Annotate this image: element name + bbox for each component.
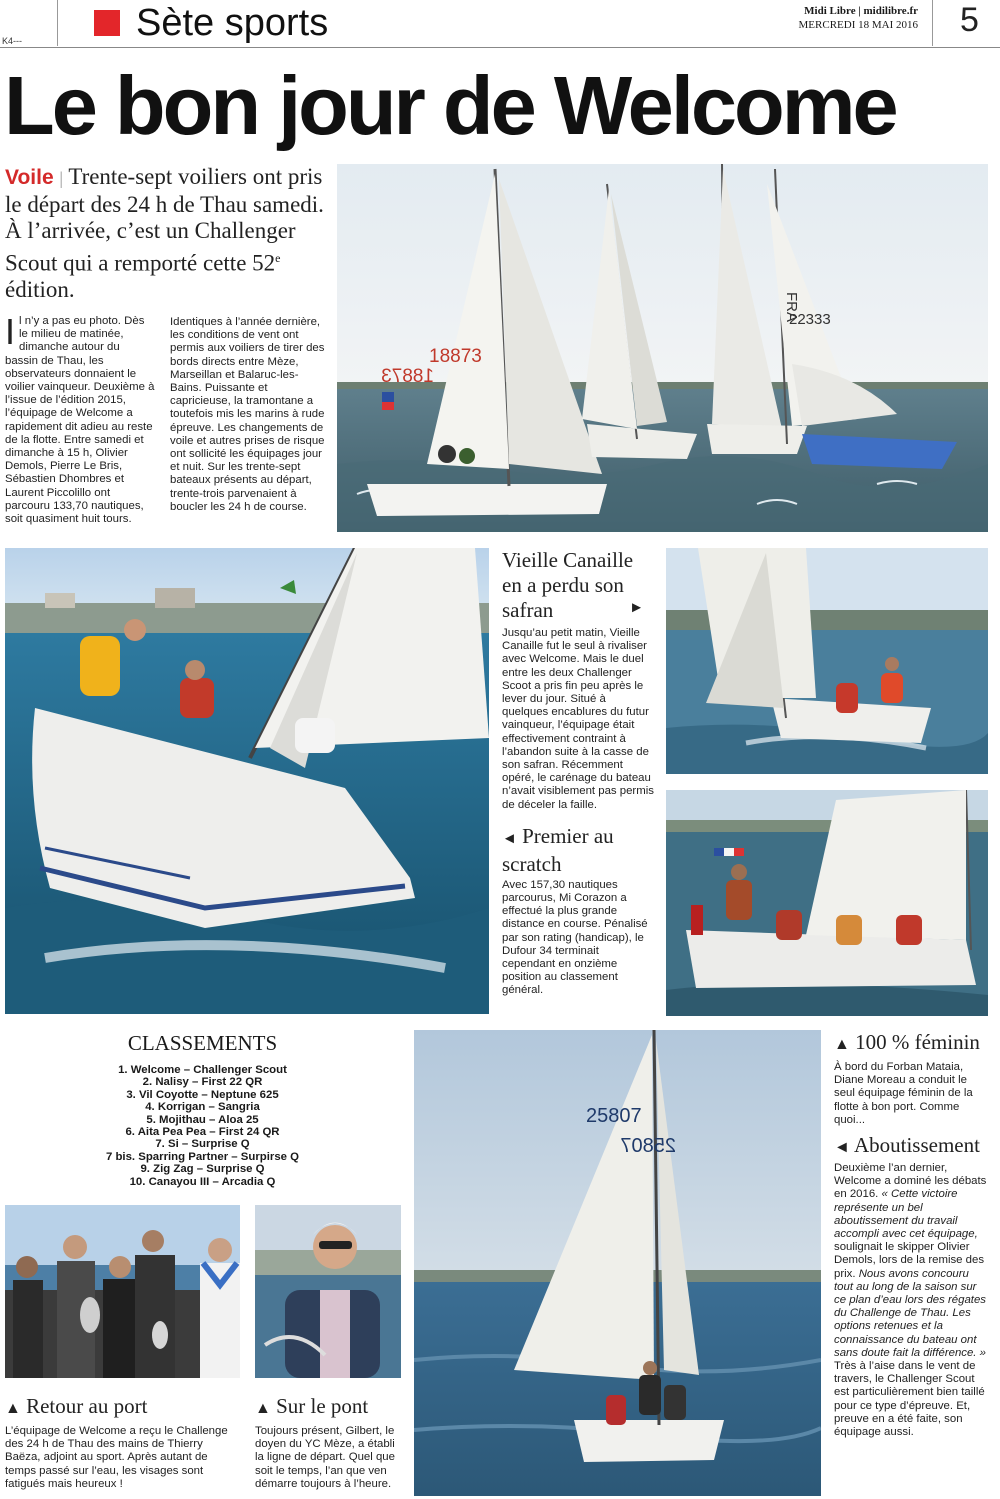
article-column-2	[170, 316, 325, 514]
arrow-left-icon: ◄	[502, 830, 517, 847]
aboutissement-intro: Deuxième l’an dernier, Welcome a dominé les débats en 2016.	[834, 1162, 987, 1201]
aboutissement-quote-2: Nous avons concouru tout au long de la saison sur ce plan d’eau lors des régates du Challenge de Thau. Les options retenues et la connaissance du bateau ont sans doute fait la différence. »	[834, 1267, 986, 1359]
ranking-item: 3. Vil Coyotte – Neptune 625	[126, 1088, 279, 1101]
vieille-canaille-box	[502, 548, 654, 998]
arrow-up-icon: ▲	[834, 1036, 850, 1053]
retour-port-title	[5, 1394, 240, 1421]
arrow-left-icon: ◄	[834, 1139, 850, 1157]
ranking-item: 6. Aita Pea Pea – First 24 QR	[125, 1126, 280, 1139]
retour-port-title-text: Retour au port	[26, 1394, 148, 1418]
sail-number-reversed: 25807	[620, 1135, 676, 1157]
header-code: K4---	[2, 36, 22, 46]
sail-number-reversed: 18873	[381, 366, 434, 387]
feminin-title	[834, 1030, 988, 1057]
feminin-box	[834, 1030, 988, 1439]
aboutissement-conclusion: Très à l’aise dans le vent de travers, le Challenger Scout est particulièrement bien taillé pour ce type d’épreuve. Et, preuve en a été faite, son équipage aussi.	[834, 1360, 985, 1439]
ranking-item: 5. Mojithau – Aloa 25	[146, 1113, 259, 1126]
classements-title: CLASSEMENTS	[127, 1031, 278, 1055]
photo-heeling-sailboat	[5, 548, 489, 1014]
section-title: Sète sports	[136, 2, 329, 44]
page-number: 5	[960, 1, 979, 39]
classements-box	[60, 1030, 345, 1188]
photo-winning-crew	[5, 1205, 240, 1378]
ranking-item: 1. Welcome – Challenger Scout	[118, 1064, 287, 1076]
aboutissement-attribution: soulignait le skipper Olivier Demols, lors de la remise des prix.	[834, 1241, 985, 1280]
header-rule	[0, 47, 1000, 48]
masthead-date: MERCREDI 18 MAI 2016	[798, 19, 918, 31]
deck-text: Trente-sept voiliers ont pris le départ des 24 h de Thau samedi. À l’arrivée, c’est un Challenger Scout qui a remporté cette 52	[5, 164, 324, 276]
masthead-brand: Midi Libre | midilibre.fr	[804, 5, 918, 17]
sur-le-pont-title-text: Sur le pont	[276, 1394, 369, 1418]
article-text-1: l n’y a pas eu photo. Dès le milieu de matinée, dimanche autour du bassin de Thau, les observateurs donnaient le voilier vainqueur. Deuxième à l’issue de l’édition 2015, l’équipage de Welcome a rapidement dit adieu au reste de la flotte. Entre samedi et dimanche à 15 h, Olivier Demols, Pierre Le Bris, Sébastien Dhombres et Laurent Piccolillo ont parcouru 133,70 nautiques, soit quasiment huit tours.	[5, 315, 155, 526]
headline: Le bon jour de Welcome	[4, 59, 896, 152]
aboutissement-title	[834, 1133, 988, 1160]
ranking-item: 10. Canayou III – Arcadia Q	[129, 1175, 276, 1188]
premier-scratch-title	[502, 824, 654, 877]
aboutissement-text	[834, 1162, 988, 1439]
vieille-canaille-title-text: Vieille Canaille en a perdu son safran	[502, 548, 634, 622]
sur-le-pont-text: Toujours présent, Gilbert, le doyen du YC Mèze, a établi la ligne de départ. Quel que soit le temps, l’an que ven démarre toujours à l’heure.	[255, 1425, 395, 1490]
ranking-item: 2. Nalisy – First 22 QR	[142, 1076, 263, 1089]
photo-feminine-crew	[666, 790, 988, 1016]
sail-number: 25807	[586, 1105, 642, 1127]
aboutissement-title-text: Aboutissement	[853, 1133, 980, 1158]
ranking-item: 7 bis. Sparring Partner – Surpirse Q	[105, 1150, 300, 1163]
photo-welcome-boat	[414, 1030, 821, 1496]
deck-kicker: Voile	[5, 166, 54, 189]
ranking-item: 4. Korrigan – Sangria	[145, 1101, 260, 1114]
deck	[5, 164, 325, 303]
photo-fleet-sailboats	[337, 164, 988, 532]
arrow-right-icon: ►	[629, 600, 644, 616]
sail-label-fra: FRA	[783, 292, 800, 322]
feminin-text: À bord du Forban Mataia, Diane Moreau a conduit le seul équipage féminin de la flotte à bon port. Comme quoi...	[834, 1061, 973, 1126]
premier-scratch-title-text: Premier au scratch	[502, 823, 614, 876]
aboutissement-quote-1: « Cette victoire représente un bel aboutissement du travail accompli avec cet équipage,	[834, 1188, 978, 1241]
sail-number-fra: 22333	[789, 311, 831, 328]
deck-superscript: e	[275, 250, 281, 265]
vieille-canaille-title	[502, 548, 654, 623]
vieille-canaille-text: Jusqu’au petit matin, Vieille Canaille fut le seul à rivaliser avec Welcome. Mais le duel entre les deux Challenger Scoot a pris fin peu après le lever du jour. Situé à quelques encablures du futur vainqueur, l’équipage était effectivement contraint à l’abandon suite à la casse de son safran. Récemment opéré, le carénage du bateau n’avait visiblement pas permis de déceler la faille.	[502, 627, 654, 811]
article-column-1	[5, 311, 155, 526]
deck-separator: |	[59, 168, 63, 188]
ranking-item: 7. Si – Surprise Q	[155, 1138, 250, 1151]
deck-text-end: édition.	[5, 276, 75, 302]
article-text-2: Identiques à l’année dernière, les conditions de vent ont permis aux voiliers de tirer des bords directs entre Mèze, Marseillan et Balaruc-les-Bains. Puissante et capricieuse, la tramontane a toutefois mis les marins à rude épreuve. Les changements de voile et autres prises de risque ont sollicité les équipages jour et nuit. Sur les trente-sept bateaux présents au départ, trente-trois parvenaient à boucler les 24 h de course.	[170, 316, 325, 513]
retour-port-box	[5, 1394, 240, 1491]
sur-le-pont-box	[255, 1394, 405, 1491]
feminin-title-text: 100 % féminin	[855, 1030, 980, 1054]
arrow-up-icon: ▲	[5, 1400, 21, 1417]
sur-le-pont-title	[255, 1394, 405, 1421]
section-marker-square	[94, 10, 120, 36]
header-divider-right	[932, 0, 933, 46]
sail-number: 18873	[429, 346, 482, 367]
photo-gilbert-at-helm	[255, 1205, 401, 1378]
ranking-item: 9. Zig Zag – Surprise Q	[140, 1163, 265, 1176]
premier-scratch-text: Avec 157,30 nautiques parcourus, Mi Corazon a effectué la plus grande distance en course. Pénalisé par son rating (handicap), le Dufour 34 terminait cependant en onzième position au classement général.	[502, 878, 648, 997]
article-dropcap: I	[5, 311, 16, 352]
arrow-up-icon: ▲	[255, 1400, 271, 1417]
photo-small-sailboat	[666, 548, 988, 774]
header-divider-left	[57, 0, 58, 46]
masthead	[770, 5, 918, 32]
retour-port-text: L’équipage de Welcome a reçu le Challenge des 24 h de Thau des mains de Thierry Baëza, adjoint au sport. Après autant de temps passé sur l’eau, les visages sont fatigués mais heureux !	[5, 1425, 228, 1490]
